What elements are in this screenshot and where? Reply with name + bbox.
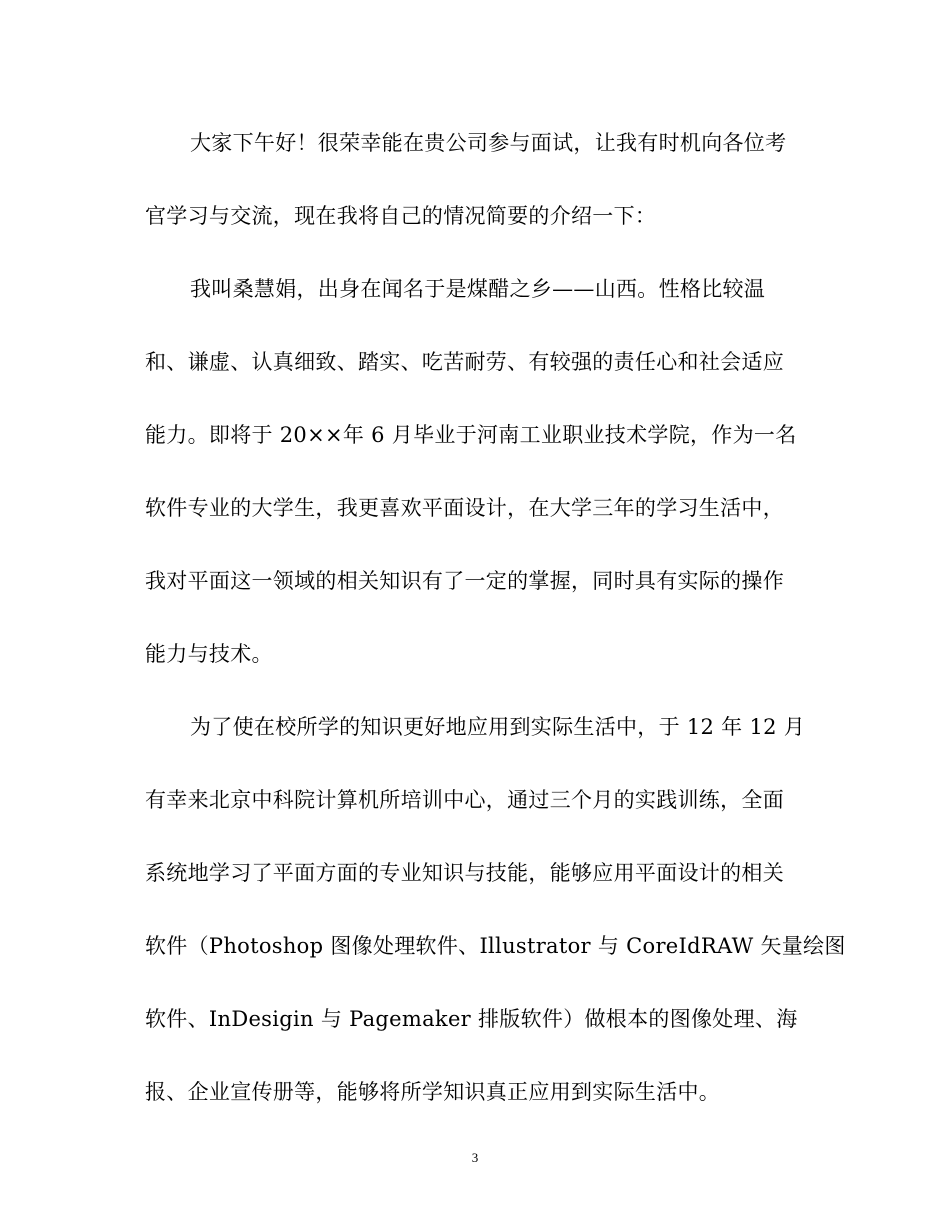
paragraph-3-line-2: 有幸来北京中科院计算机所培训中心，通过三个月的实践训练，全面 xyxy=(145,788,784,812)
paragraph-3-line-3: 系统地学习了平面方面的专业知识与技能，能够应用平面设计的相关 xyxy=(145,861,784,885)
paragraph-2-line-5: 我对平面这一领域的相关知识有了一定的掌握，同时具有实际的操作 xyxy=(145,569,784,593)
paragraph-1-line-1: 大家下午好！很荣幸能在贵公司参与面试，让我有时机向各位考 xyxy=(190,131,787,155)
paragraph-2-line-4: 软件专业的大学生，我更喜欢平面设计，在大学三年的学习生活中， xyxy=(145,496,784,520)
paragraph-2-line-2: 和、谦虚、认真细致、踏实、吃苦耐劳、有较强的责任心和社会适应 xyxy=(145,350,784,374)
paragraph-3-line-5: 软件、InDesigin 与 Pagemaker 排版软件）做根本的图像处理、海 xyxy=(145,1007,798,1031)
paragraph-1-line-2: 官学习与交流，现在我将自己的情况简要的介绍一下： xyxy=(145,204,657,228)
paragraph-2-line-6: 能力与技术。 xyxy=(145,642,273,666)
paragraph-2-line-3: 能力。即将于 20××年 6 月毕业于河南工业职业技术学院，作为一名 xyxy=(145,423,797,447)
paragraph-2-line-1: 我叫桑慧娟，出身在闻名于是煤醋之乡——山西。性格比较温 xyxy=(190,277,766,301)
page-number: 3 xyxy=(471,1150,479,1165)
paragraph-3-line-4: 软件（Photoshop 图像处理软件、Illustrator 与 CoreIdRAW 矢量绘图 xyxy=(145,934,846,958)
paragraph-3-line-1: 为了使在校所学的知识更好地应用到实际生活中，于 12 年 12 月 xyxy=(190,715,806,739)
paragraph-3-line-6: 报、企业宣传册等，能够将所学知识真正应用到实际生活中。 xyxy=(145,1080,721,1104)
